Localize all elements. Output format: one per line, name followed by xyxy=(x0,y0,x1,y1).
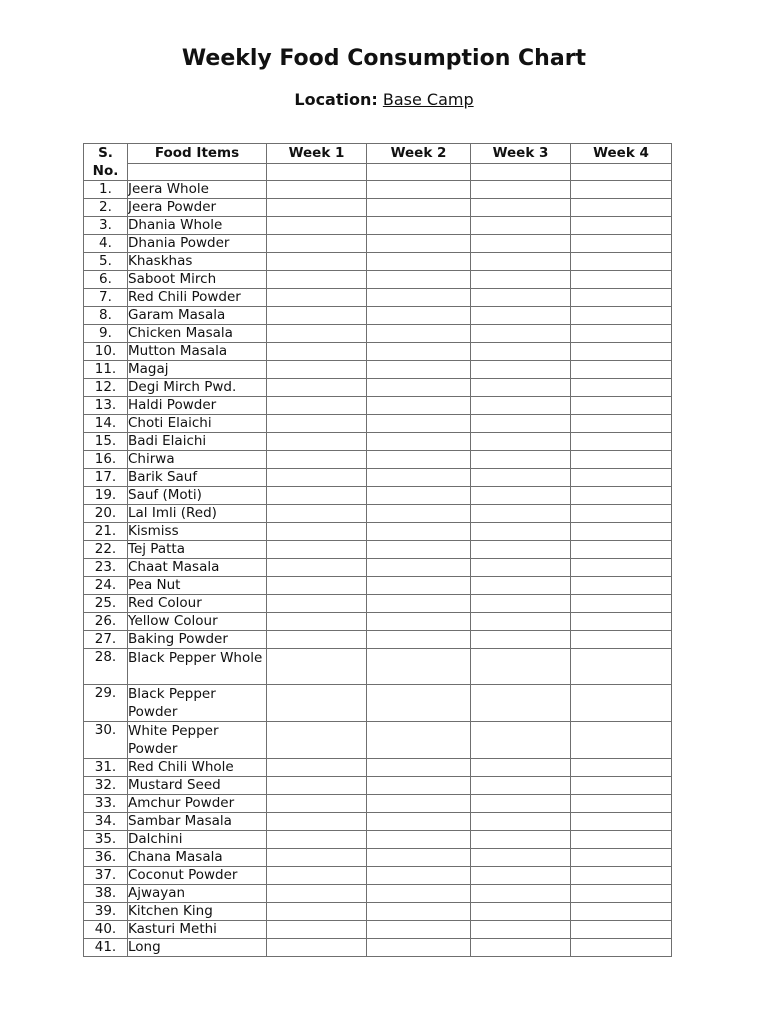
week-3-cell[interactable] xyxy=(471,831,571,849)
week-2-cell[interactable] xyxy=(367,759,471,777)
week-4-cell[interactable] xyxy=(571,903,672,921)
food-item: White Pepper Powder xyxy=(128,722,267,759)
row-number: 32. xyxy=(84,777,128,795)
row-number: 14. xyxy=(84,415,128,433)
week-2-cell[interactable] xyxy=(367,379,471,397)
week-2-cell[interactable] xyxy=(367,199,471,217)
food-item: Badi Elaichi xyxy=(128,433,267,451)
week-2-cell[interactable] xyxy=(367,523,471,541)
table-row xyxy=(84,379,672,397)
week-1-cell[interactable] xyxy=(267,613,367,631)
week-2-cell[interactable] xyxy=(367,777,471,795)
week-4-cell[interactable] xyxy=(571,361,672,379)
week-3-cell[interactable] xyxy=(471,903,571,921)
week-2-cell[interactable] xyxy=(367,253,471,271)
week-3-cell[interactable] xyxy=(471,777,571,795)
table-row xyxy=(84,759,672,777)
food-item: Red Chili Powder xyxy=(128,289,267,307)
week-3-cell[interactable] xyxy=(471,343,571,361)
week-4-cell[interactable] xyxy=(571,451,672,469)
food-item: Yellow Colour xyxy=(128,613,267,631)
header-row xyxy=(84,144,672,164)
week-3-cell[interactable] xyxy=(471,397,571,415)
food-item: Jeera Powder xyxy=(128,199,267,217)
row-number: 23. xyxy=(84,559,128,577)
row-number: 1. xyxy=(84,181,128,199)
table-row xyxy=(84,217,672,235)
week-1-cell[interactable] xyxy=(267,343,367,361)
week-3-cell[interactable] xyxy=(471,271,571,289)
week-4-cell[interactable] xyxy=(571,559,672,577)
food-item: Saboot Mirch xyxy=(128,271,267,289)
header-blank-cell xyxy=(267,163,367,180)
table-row xyxy=(84,885,672,903)
week-4-cell[interactable] xyxy=(571,722,672,759)
week-1-cell[interactable] xyxy=(267,397,367,415)
week-1-cell[interactable] xyxy=(267,181,367,199)
week-3-cell[interactable] xyxy=(471,921,571,939)
week-1-cell[interactable] xyxy=(267,199,367,217)
row-number: 2. xyxy=(84,199,128,217)
table-row xyxy=(84,541,672,559)
week-2-cell[interactable] xyxy=(367,939,471,957)
row-number: 21. xyxy=(84,523,128,541)
week-3-cell[interactable] xyxy=(471,849,571,867)
table-row xyxy=(84,685,672,722)
table-row xyxy=(84,813,672,831)
week-3-cell[interactable] xyxy=(471,577,571,595)
week-2-cell[interactable] xyxy=(367,397,471,415)
header-sno: S. No. xyxy=(84,144,128,181)
week-1-cell[interactable] xyxy=(267,722,367,759)
food-item: Chana Masala xyxy=(128,849,267,867)
week-2-cell[interactable] xyxy=(367,181,471,199)
week-4-cell[interactable] xyxy=(571,613,672,631)
header-blank-cell xyxy=(571,163,672,180)
location-label: Location: xyxy=(294,90,378,109)
row-number: 41. xyxy=(84,939,128,957)
week-3-cell[interactable] xyxy=(471,595,571,613)
row-number: 5. xyxy=(84,253,128,271)
table-row xyxy=(84,271,672,289)
week-3-cell[interactable] xyxy=(471,469,571,487)
food-item: Amchur Powder xyxy=(128,795,267,813)
week-4-cell[interactable] xyxy=(571,217,672,235)
week-3-cell[interactable] xyxy=(471,505,571,523)
location-value: Base Camp xyxy=(382,90,474,109)
week-2-cell[interactable] xyxy=(367,469,471,487)
row-number: 9. xyxy=(84,325,128,343)
week-1-cell[interactable] xyxy=(267,451,367,469)
week-2-cell[interactable] xyxy=(367,903,471,921)
table-row xyxy=(84,849,672,867)
week-1-cell[interactable] xyxy=(267,631,367,649)
week-1-cell[interactable] xyxy=(267,795,367,813)
week-3-cell[interactable] xyxy=(471,685,571,722)
week-3-cell[interactable] xyxy=(471,541,571,559)
week-1-cell[interactable] xyxy=(267,903,367,921)
week-4-cell[interactable] xyxy=(571,271,672,289)
week-4-cell[interactable] xyxy=(571,921,672,939)
week-1-cell[interactable] xyxy=(267,813,367,831)
table-row xyxy=(84,523,672,541)
food-item: Chicken Masala xyxy=(128,325,267,343)
week-4-cell[interactable] xyxy=(571,631,672,649)
week-2-cell[interactable] xyxy=(367,795,471,813)
week-3-cell[interactable] xyxy=(471,649,571,685)
week-4-cell[interactable] xyxy=(571,397,672,415)
week-3-cell[interactable] xyxy=(471,433,571,451)
week-2-cell[interactable] xyxy=(367,559,471,577)
table-row xyxy=(84,415,672,433)
week-3-cell[interactable] xyxy=(471,487,571,505)
table-row xyxy=(84,939,672,957)
week-3-cell[interactable] xyxy=(471,813,571,831)
week-3-cell[interactable] xyxy=(471,759,571,777)
header-blank-cell xyxy=(128,163,267,180)
week-4-cell[interactable] xyxy=(571,685,672,722)
week-4-cell[interactable] xyxy=(571,235,672,253)
table-row xyxy=(84,559,672,577)
week-3-cell[interactable] xyxy=(471,795,571,813)
week-4-cell[interactable] xyxy=(571,759,672,777)
week-2-cell[interactable] xyxy=(367,505,471,523)
week-1-cell[interactable] xyxy=(267,939,367,957)
table-row xyxy=(84,631,672,649)
week-4-cell[interactable] xyxy=(571,379,672,397)
food-item: Kasturi Methi xyxy=(128,921,267,939)
row-number: 17. xyxy=(84,469,128,487)
week-4-cell[interactable] xyxy=(571,199,672,217)
header-week-4: Week 4 xyxy=(571,144,672,164)
week-1-cell[interactable] xyxy=(267,415,367,433)
row-number: 39. xyxy=(84,903,128,921)
week-2-cell[interactable] xyxy=(367,813,471,831)
week-1-cell[interactable] xyxy=(267,523,367,541)
week-2-cell[interactable] xyxy=(367,849,471,867)
week-2-cell[interactable] xyxy=(367,685,471,722)
table-row xyxy=(84,343,672,361)
header-week-1: Week 1 xyxy=(267,144,367,164)
food-item: Kitchen King xyxy=(128,903,267,921)
food-item: Black Pepper Whole xyxy=(128,649,267,685)
week-1-cell[interactable] xyxy=(267,541,367,559)
food-item: Kismiss xyxy=(128,523,267,541)
header-blank-cell xyxy=(471,163,571,180)
week-1-cell[interactable] xyxy=(267,253,367,271)
week-4-cell[interactable] xyxy=(571,813,672,831)
row-number: 29. xyxy=(84,685,128,722)
table-row xyxy=(84,253,672,271)
week-4-cell[interactable] xyxy=(571,777,672,795)
header-food-items: Food Items xyxy=(128,144,267,164)
week-1-cell[interactable] xyxy=(267,685,367,722)
row-number: 24. xyxy=(84,577,128,595)
food-item: Chaat Masala xyxy=(128,559,267,577)
table-row xyxy=(84,469,672,487)
week-2-cell[interactable] xyxy=(367,487,471,505)
week-2-cell[interactable] xyxy=(367,415,471,433)
week-4-cell[interactable] xyxy=(571,307,672,325)
food-item: Ajwayan xyxy=(128,885,267,903)
row-number: 12. xyxy=(84,379,128,397)
week-2-cell[interactable] xyxy=(367,433,471,451)
week-1-cell[interactable] xyxy=(267,433,367,451)
row-number: 34. xyxy=(84,813,128,831)
week-1-cell[interactable] xyxy=(267,849,367,867)
row-number: 26. xyxy=(84,613,128,631)
food-item: Long xyxy=(128,939,267,957)
week-3-cell[interactable] xyxy=(471,253,571,271)
week-1-cell[interactable] xyxy=(267,271,367,289)
row-number: 36. xyxy=(84,849,128,867)
week-1-cell[interactable] xyxy=(267,867,367,885)
row-number: 40. xyxy=(84,921,128,939)
week-3-cell[interactable] xyxy=(471,199,571,217)
week-3-cell[interactable] xyxy=(471,415,571,433)
table-row xyxy=(84,649,672,685)
week-1-cell[interactable] xyxy=(267,885,367,903)
food-item: Choti Elaichi xyxy=(128,415,267,433)
week-1-cell[interactable] xyxy=(267,577,367,595)
week-4-cell[interactable] xyxy=(571,939,672,957)
week-1-cell[interactable] xyxy=(267,831,367,849)
week-2-cell[interactable] xyxy=(367,343,471,361)
week-4-cell[interactable] xyxy=(571,541,672,559)
week-4-cell[interactable] xyxy=(571,433,672,451)
table-row xyxy=(84,722,672,759)
week-2-cell[interactable] xyxy=(367,325,471,343)
week-4-cell[interactable] xyxy=(571,181,672,199)
row-number: 11. xyxy=(84,361,128,379)
food-item: Dalchini xyxy=(128,831,267,849)
week-4-cell[interactable] xyxy=(571,649,672,685)
document-title: Weekly Food Consumption Chart xyxy=(181,46,587,71)
week-4-cell[interactable] xyxy=(571,505,672,523)
row-number: 31. xyxy=(84,759,128,777)
food-item: Jeera Whole xyxy=(128,181,267,199)
week-4-cell[interactable] xyxy=(571,343,672,361)
row-number: 3. xyxy=(84,217,128,235)
food-item: Mutton Masala xyxy=(128,343,267,361)
week-3-cell[interactable] xyxy=(471,631,571,649)
table-row xyxy=(84,613,672,631)
table-row xyxy=(84,235,672,253)
table-row xyxy=(84,487,672,505)
week-3-cell[interactable] xyxy=(471,885,571,903)
table-row xyxy=(84,921,672,939)
week-1-cell[interactable] xyxy=(267,505,367,523)
table-row xyxy=(84,831,672,849)
food-item: Baking Powder xyxy=(128,631,267,649)
food-item: Mustard Seed xyxy=(128,777,267,795)
row-number: 27. xyxy=(84,631,128,649)
consumption-table xyxy=(83,143,672,957)
header-blank-cell xyxy=(367,163,471,180)
row-number: 22. xyxy=(84,541,128,559)
food-item: Magaj xyxy=(128,361,267,379)
food-item: Coconut Powder xyxy=(128,867,267,885)
table-row xyxy=(84,505,672,523)
table-row xyxy=(84,397,672,415)
location-line xyxy=(0,89,768,111)
week-4-cell[interactable] xyxy=(571,885,672,903)
week-1-cell[interactable] xyxy=(267,217,367,235)
row-number: 19. xyxy=(84,487,128,505)
table-row xyxy=(84,325,672,343)
table-body xyxy=(84,181,672,957)
week-4-cell[interactable] xyxy=(571,849,672,867)
week-3-cell[interactable] xyxy=(471,361,571,379)
week-2-cell[interactable] xyxy=(367,595,471,613)
week-2-cell[interactable] xyxy=(367,921,471,939)
week-3-cell[interactable] xyxy=(471,181,571,199)
week-4-cell[interactable] xyxy=(571,831,672,849)
row-number: 35. xyxy=(84,831,128,849)
week-1-cell[interactable] xyxy=(267,289,367,307)
week-4-cell[interactable] xyxy=(571,577,672,595)
week-2-cell[interactable] xyxy=(367,217,471,235)
food-item: Black Pepper Powder xyxy=(128,685,267,722)
week-1-cell[interactable] xyxy=(267,325,367,343)
row-number: 28. xyxy=(84,649,128,685)
week-3-cell[interactable] xyxy=(471,217,571,235)
row-number: 33. xyxy=(84,795,128,813)
week-3-cell[interactable] xyxy=(471,523,571,541)
week-2-cell[interactable] xyxy=(367,361,471,379)
week-1-cell[interactable] xyxy=(267,307,367,325)
week-2-cell[interactable] xyxy=(367,831,471,849)
week-1-cell[interactable] xyxy=(267,777,367,795)
week-1-cell[interactable] xyxy=(267,487,367,505)
week-1-cell[interactable] xyxy=(267,559,367,577)
food-item: Sambar Masala xyxy=(128,813,267,831)
week-3-cell[interactable] xyxy=(471,559,571,577)
week-3-cell[interactable] xyxy=(471,867,571,885)
food-item: Garam Masala xyxy=(128,307,267,325)
week-4-cell[interactable] xyxy=(571,867,672,885)
week-4-cell[interactable] xyxy=(571,289,672,307)
row-number: 37. xyxy=(84,867,128,885)
week-4-cell[interactable] xyxy=(571,795,672,813)
food-item: Pea Nut xyxy=(128,577,267,595)
table-row xyxy=(84,777,672,795)
row-number: 6. xyxy=(84,271,128,289)
table-row xyxy=(84,307,672,325)
week-4-cell[interactable] xyxy=(571,325,672,343)
row-number: 30. xyxy=(84,722,128,759)
table-row xyxy=(84,903,672,921)
row-number: 16. xyxy=(84,451,128,469)
week-1-cell[interactable] xyxy=(267,361,367,379)
week-2-cell[interactable] xyxy=(367,271,471,289)
row-number: 8. xyxy=(84,307,128,325)
table-row xyxy=(84,433,672,451)
week-2-cell[interactable] xyxy=(367,235,471,253)
food-item: Tej Patta xyxy=(128,541,267,559)
food-item: Red Colour xyxy=(128,595,267,613)
week-3-cell[interactable] xyxy=(471,289,571,307)
week-4-cell[interactable] xyxy=(571,253,672,271)
food-item: Haldi Powder xyxy=(128,397,267,415)
food-item: Sauf (Moti) xyxy=(128,487,267,505)
week-2-cell[interactable] xyxy=(367,613,471,631)
week-4-cell[interactable] xyxy=(571,415,672,433)
row-number: 25. xyxy=(84,595,128,613)
week-3-cell[interactable] xyxy=(471,451,571,469)
week-2-cell[interactable] xyxy=(367,631,471,649)
week-2-cell[interactable] xyxy=(367,541,471,559)
row-number: 13. xyxy=(84,397,128,415)
row-number: 10. xyxy=(84,343,128,361)
week-2-cell[interactable] xyxy=(367,307,471,325)
food-item: Barik Sauf xyxy=(128,469,267,487)
week-2-cell[interactable] xyxy=(367,885,471,903)
week-1-cell[interactable] xyxy=(267,649,367,685)
header-week-3: Week 3 xyxy=(471,144,571,164)
food-item: Dhania Powder xyxy=(128,235,267,253)
week-1-cell[interactable] xyxy=(267,759,367,777)
food-item: Dhania Whole xyxy=(128,217,267,235)
week-1-cell[interactable] xyxy=(267,469,367,487)
week-3-cell[interactable] xyxy=(471,613,571,631)
week-4-cell[interactable] xyxy=(571,595,672,613)
table-row xyxy=(84,451,672,469)
table-row xyxy=(84,289,672,307)
week-2-cell[interactable] xyxy=(367,577,471,595)
week-2-cell[interactable] xyxy=(367,722,471,759)
row-number: 4. xyxy=(84,235,128,253)
week-4-cell[interactable] xyxy=(571,469,672,487)
week-3-cell[interactable] xyxy=(471,325,571,343)
table-row xyxy=(84,867,672,885)
food-item: Chirwa xyxy=(128,451,267,469)
row-number: 15. xyxy=(84,433,128,451)
header-week-2: Week 2 xyxy=(367,144,471,164)
week-3-cell[interactable] xyxy=(471,235,571,253)
week-1-cell[interactable] xyxy=(267,595,367,613)
week-3-cell[interactable] xyxy=(471,939,571,957)
table-row xyxy=(84,577,672,595)
table-row xyxy=(84,361,672,379)
week-2-cell[interactable] xyxy=(367,451,471,469)
food-item: Lal Imli (Red) xyxy=(128,505,267,523)
row-number: 7. xyxy=(84,289,128,307)
header-sub-row xyxy=(84,163,672,180)
food-item: Red Chili Whole xyxy=(128,759,267,777)
row-number: 38. xyxy=(84,885,128,903)
week-1-cell[interactable] xyxy=(267,379,367,397)
week-3-cell[interactable] xyxy=(471,722,571,759)
week-2-cell[interactable] xyxy=(367,867,471,885)
week-2-cell[interactable] xyxy=(367,649,471,685)
table-row xyxy=(84,795,672,813)
food-item: Degi Mirch Pwd. xyxy=(128,379,267,397)
table-row xyxy=(84,595,672,613)
week-2-cell[interactable] xyxy=(367,289,471,307)
week-3-cell[interactable] xyxy=(471,379,571,397)
table-row xyxy=(84,199,672,217)
week-1-cell[interactable] xyxy=(267,921,367,939)
row-number: 20. xyxy=(84,505,128,523)
table-row xyxy=(84,181,672,199)
week-3-cell[interactable] xyxy=(471,307,571,325)
week-4-cell[interactable] xyxy=(571,523,672,541)
week-4-cell[interactable] xyxy=(571,487,672,505)
week-1-cell[interactable] xyxy=(267,235,367,253)
food-item: Khaskhas xyxy=(128,253,267,271)
